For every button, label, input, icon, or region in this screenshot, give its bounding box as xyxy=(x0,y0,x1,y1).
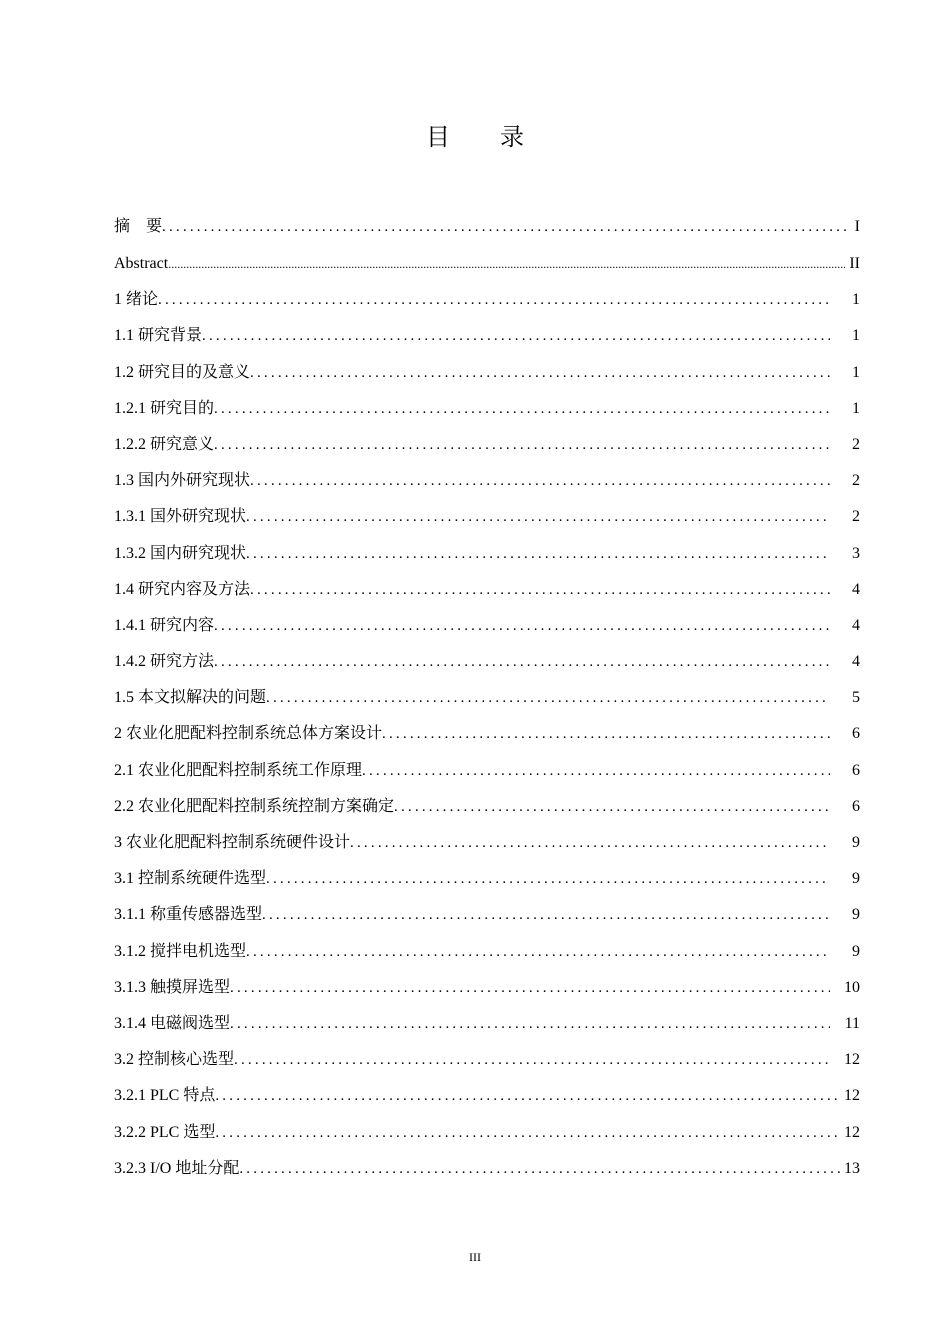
dot-leader xyxy=(362,753,830,789)
page-number-footer: III xyxy=(469,1250,481,1264)
toc-entry-page: I xyxy=(854,218,860,235)
toc-entry-page: 9 xyxy=(852,906,860,924)
toc-entry-page: 12 xyxy=(844,1087,860,1105)
dot-leader xyxy=(230,1006,830,1042)
toc-entry[interactable] xyxy=(114,897,860,933)
dot-leader xyxy=(239,1151,840,1187)
toc-entry-page: 4 xyxy=(852,653,860,671)
toc-entry[interactable] xyxy=(114,861,860,897)
dot-leader xyxy=(350,825,830,861)
dot-leader xyxy=(215,1078,840,1114)
toc-entry-label: 1.5 本文拟解决的问题 xyxy=(114,689,267,707)
dot-leader xyxy=(246,499,830,535)
toc-entry-label: 1 绪论 xyxy=(114,291,159,309)
toc-entry-label: 3.2 控制核心选型 xyxy=(114,1051,235,1069)
toc-entry-label: 3.1.2 搅拌电机选型 xyxy=(114,942,247,960)
dot-leader xyxy=(202,318,830,354)
toc-entry-label: 3.1 控制系统硬件选型 xyxy=(114,870,267,888)
toc-entry[interactable] xyxy=(114,282,860,318)
dot-leader xyxy=(214,644,830,680)
toc-entry-page: 13 xyxy=(844,1159,860,1177)
toc-entry-page: 2 xyxy=(852,508,860,526)
dot-leader xyxy=(168,246,845,282)
toc-entry-label: 3.1.4 电磁阀选型 xyxy=(114,1014,231,1032)
dot-leader xyxy=(234,1042,830,1078)
toc-entry-page: 6 xyxy=(852,725,860,743)
toc-entry-page: 1 xyxy=(852,327,860,345)
toc-entry-page: II xyxy=(849,255,860,272)
dot-leader xyxy=(214,427,830,463)
toc-entry-label: 1.4.2 研究方法 xyxy=(114,653,215,671)
toc-entry[interactable] xyxy=(114,208,860,246)
toc-entry-label: 3 农业化肥配料控制系统硬件设计 xyxy=(114,834,351,851)
dot-leader xyxy=(246,934,830,970)
toc-entry[interactable] xyxy=(114,1151,860,1187)
dot-leader xyxy=(215,1115,840,1151)
toc-entry-page: 6 xyxy=(852,761,860,779)
toc-entry[interactable] xyxy=(114,427,860,463)
toc-entry-page: 11 xyxy=(844,1014,860,1032)
toc-entry-page: 2 xyxy=(852,472,860,490)
toc-entry[interactable] xyxy=(114,1006,860,1042)
toc-entry-page: 3 xyxy=(852,544,860,562)
toc-entry[interactable] xyxy=(114,644,860,680)
toc-entry-page: 6 xyxy=(852,797,860,815)
dot-leader xyxy=(262,897,830,933)
toc-entry-label: 1.3.2 国内研究现状 xyxy=(114,544,247,562)
toc-entry-label: 1.2.2 研究意义 xyxy=(114,435,215,453)
toc-entry[interactable] xyxy=(114,318,860,354)
toc-entry[interactable] xyxy=(114,246,860,282)
toc-entry[interactable] xyxy=(114,680,860,716)
toc-entry-label: 3.2.3 I/O 地址分配 xyxy=(114,1159,240,1177)
toc-entry-label: 1.2.1 研究目的 xyxy=(114,399,215,417)
toc-entry-page: 12 xyxy=(844,1051,860,1069)
toc-entry-label: 3.1.1 称重传感器选型 xyxy=(114,906,263,924)
toc-entry[interactable] xyxy=(114,1115,860,1151)
toc-entry-label: 1.4 研究内容及方法 xyxy=(114,580,251,598)
toc-entry-label: 3.2.2 PLC 选型 xyxy=(114,1123,216,1141)
toc-entry-page: 9 xyxy=(852,870,860,888)
toc-entry[interactable] xyxy=(114,355,860,391)
dot-leader xyxy=(246,536,830,572)
toc-entry-label: 1.2 研究目的及意义 xyxy=(114,363,251,381)
toc-entry[interactable] xyxy=(114,572,860,608)
toc-entry-page: 1 xyxy=(852,363,860,381)
dot-leader xyxy=(214,608,830,644)
toc-entry[interactable] xyxy=(114,825,860,861)
toc-entry-label: 1.1 研究背景 xyxy=(114,327,203,345)
toc-entry-page: 2 xyxy=(852,435,860,453)
dot-leader xyxy=(266,861,830,897)
toc-entry-label: 摘 要 xyxy=(114,218,163,235)
toc-entry-label: 2 农业化肥配料控制系统总体方案设计 xyxy=(114,725,383,743)
dot-leader xyxy=(162,208,851,246)
dot-leader xyxy=(266,680,830,716)
toc-entry-label: 2.2 农业化肥配料控制系统控制方案确定 xyxy=(114,797,395,815)
toc-entry-page: 9 xyxy=(852,834,860,851)
dot-leader xyxy=(214,391,830,427)
toc-title: 目 录 xyxy=(426,125,546,151)
toc-entry[interactable] xyxy=(114,934,860,970)
dot-leader xyxy=(230,970,830,1006)
toc-entry-page: 1 xyxy=(852,291,860,309)
toc-entry-label: 3.1.3 触摸屏选型 xyxy=(114,978,231,996)
toc-entry[interactable] xyxy=(114,391,860,427)
toc-entry-label: 1.4.1 研究内容 xyxy=(114,616,215,634)
toc-entry-page: 4 xyxy=(852,580,860,598)
toc-entry-label: 1.3.1 国外研究现状 xyxy=(114,508,247,526)
toc-entry[interactable] xyxy=(114,536,860,572)
toc-entry[interactable] xyxy=(114,1042,860,1078)
toc-entry[interactable] xyxy=(114,716,860,752)
toc-entry-label: 3.2.1 PLC 特点 xyxy=(114,1087,216,1105)
table-of-contents xyxy=(114,208,860,1187)
toc-entry-page: 9 xyxy=(852,942,860,960)
toc-entry[interactable] xyxy=(114,499,860,535)
toc-entry-page: 12 xyxy=(844,1123,860,1141)
toc-entry[interactable] xyxy=(114,789,860,825)
toc-entry-page: 5 xyxy=(852,689,860,707)
toc-entry[interactable] xyxy=(114,970,860,1006)
toc-entry-label: 1.3 国内外研究现状 xyxy=(114,472,251,490)
dot-leader xyxy=(250,572,830,608)
dot-leader xyxy=(250,463,830,499)
toc-entry[interactable] xyxy=(114,1078,860,1114)
toc-entry[interactable] xyxy=(114,753,860,789)
toc-entry-label: 2.1 农业化肥配料控制系统工作原理 xyxy=(114,761,363,779)
dot-leader xyxy=(382,716,830,752)
toc-entry-label: Abstract xyxy=(114,255,169,272)
toc-entry-page: 10 xyxy=(844,978,860,996)
dot-leader xyxy=(394,789,830,825)
dot-leader xyxy=(250,355,830,391)
dot-leader xyxy=(158,282,830,318)
toc-entry[interactable] xyxy=(114,608,860,644)
toc-entry[interactable] xyxy=(114,463,860,499)
toc-entry-page: 1 xyxy=(852,399,860,417)
toc-entry-page: 4 xyxy=(852,616,860,634)
